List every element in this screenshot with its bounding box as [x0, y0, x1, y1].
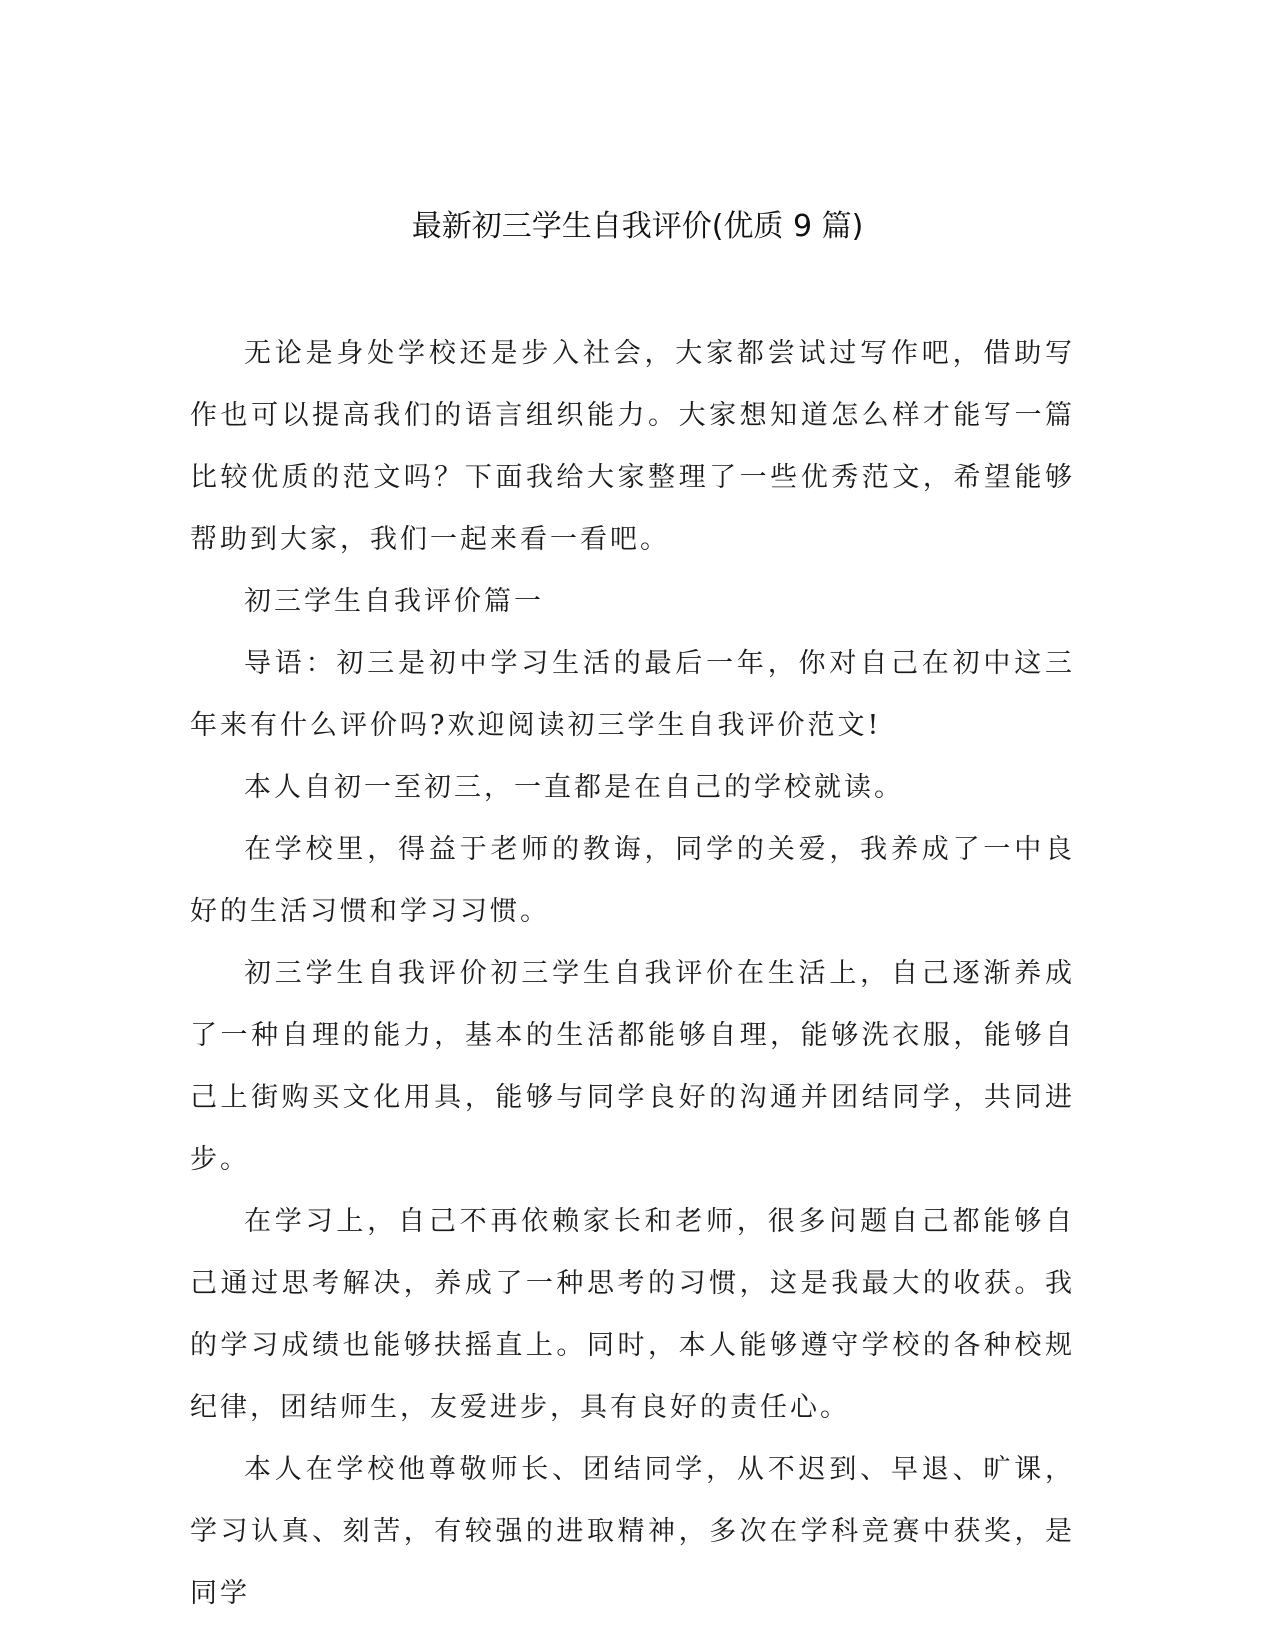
paragraph: 无论是身处学校还是步入社会，大家都尝试过写作吧，借助写作也可以提高我们的语言组织能力。大家想知道怎么样才能写一篇比较优质的范文吗？下面我给大家整理了一些优秀范文，希望能够帮助到大家，我们一起来看一看吧。 — [190, 338, 1075, 555]
paragraph: 初三学生自我评价初三学生自我评价在生活上，自己逐渐养成了一种自理的能力，基本的生活都能够自理，能够洗衣服，能够自己上街购买文化用具，能够与同学良好的沟通并团结同学，共同进步。 — [190, 958, 1075, 1175]
document-title: 最新初三学生自我评价(优质 9 篇) — [411, 209, 864, 244]
paragraph: 在学校里，得益于老师的教诲，同学的关爱，我养成了一中良好的生活习惯和学习习惯。 — [190, 834, 1075, 927]
section-heading: 初三学生自我评价篇一 — [244, 586, 544, 617]
document-body — [190, 323, 1075, 1625]
paragraph: 导语：初三是初中学习生活的最后一年，你对自己在初中这三年来有什么评价吗?欢迎阅读初三学生自我评价范文! — [190, 648, 1075, 741]
paragraph: 本人在学校他尊敬师长、团结同学，从不迟到、早退、旷课，学习认真、刻苦，有较强的进取精神，多次在学科竞赛中获奖，是同学 — [190, 1454, 1075, 1609]
paragraph: 在学习上，自己不再依赖家长和老师，很多问题自己都能够自己通过思考解决，养成了一种思考的习惯，这是我最大的收获。我的学习成绩也能够扶摇直上。同时，本人能够遵守学校的各种校规纪律，团结师生，友爱进步，具有良好的责任心。 — [190, 1206, 1075, 1423]
paragraph: 本人自初一至初三，一直都是在自己的学校就读。 — [244, 772, 904, 803]
